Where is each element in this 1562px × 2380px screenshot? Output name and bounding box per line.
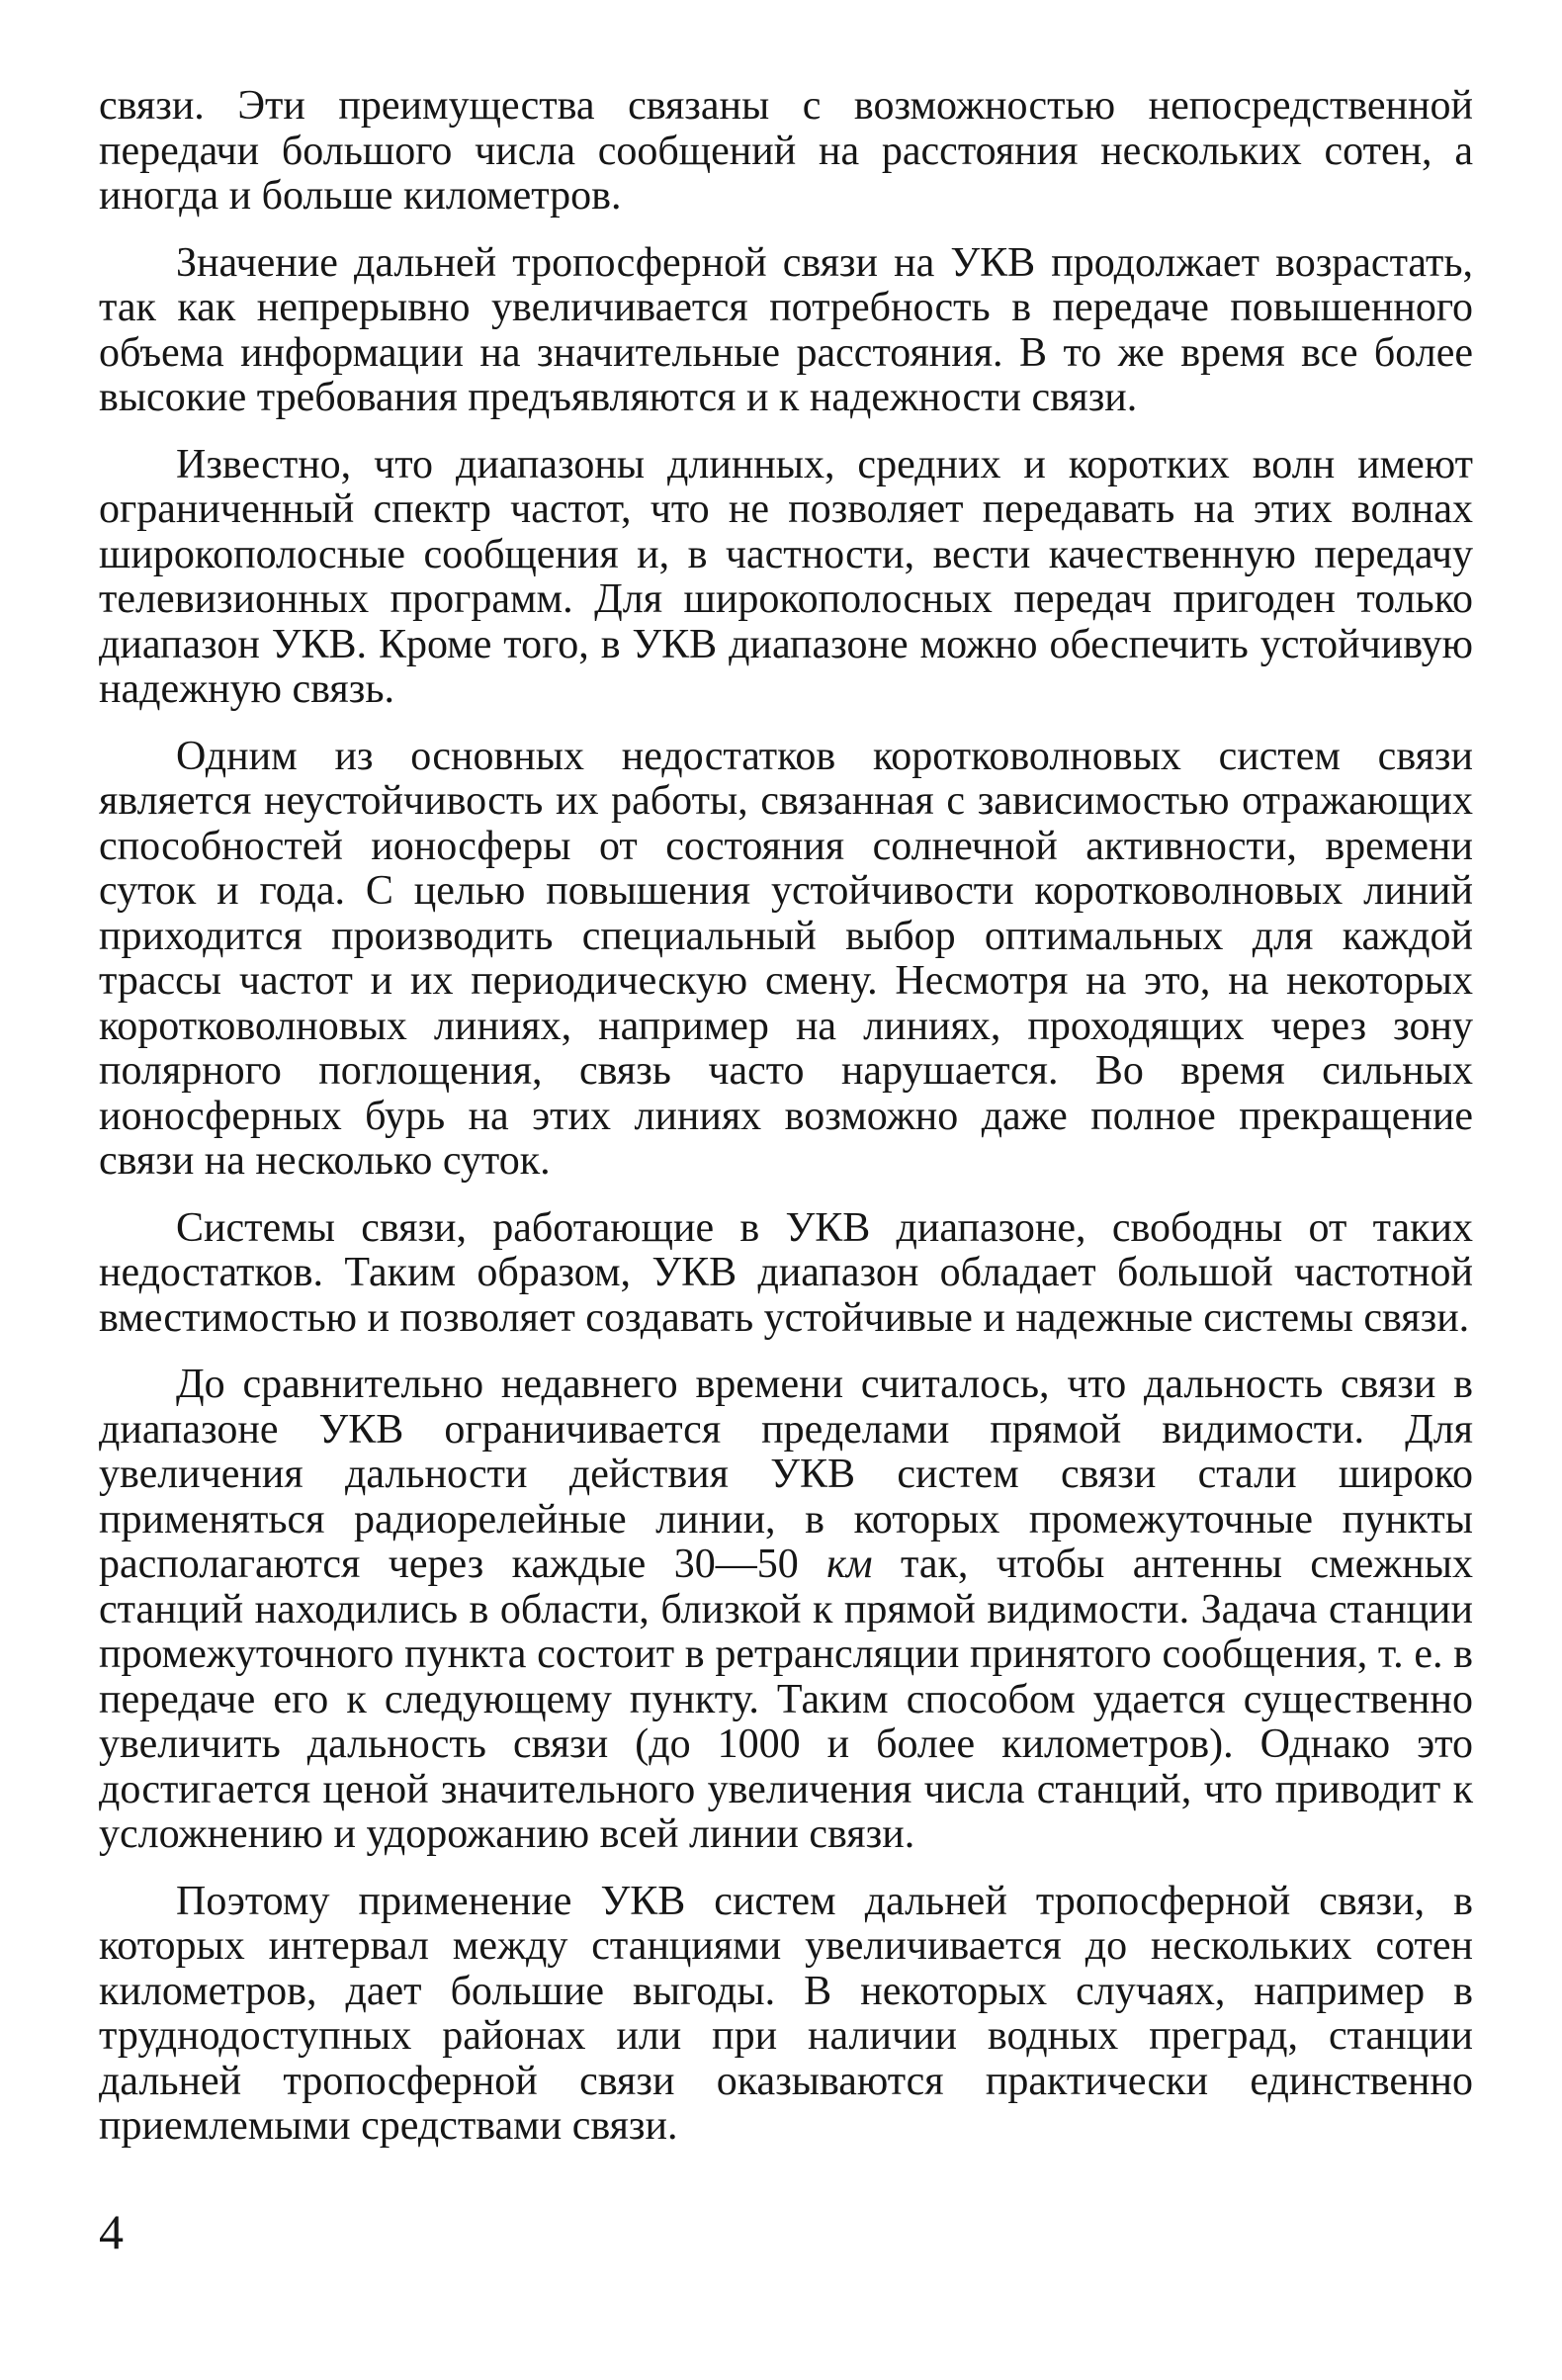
paragraph-1: связи. Эти преимущества связаны с возможностью непосредственной передачи большого числа сообщений на расстояния нескольких сотен, а иногда и больше километров.: [99, 83, 1473, 219]
page-body: [99, 84, 1473, 2150]
paragraph-6-text-after: так, чтобы антенны смежных станций находились в области, близкой к прямой видимости. Задача станции промежуточного пункта состоит в ретрансляции принятого сообщения, т. е. в передаче его к следующему пункту. Таким способом удается существенно увеличить дальность связи (до 1000 и более километров). Однако это достигается ценой значительного увеличения числа станций, что приводит к усложнению и удорожанию всей линии связи.: [99, 1542, 1473, 1857]
paragraph-7: Поэтому применение УКВ систем дальней тропосферной связи, в которых интервал между станциями увеличивается до нескольких сотен километров, дает большие выгоды. В некоторых случаях, например в труднодоступных районах или при наличии водных преград, станции дальней тропосферной связи оказываются практически единственно приемлемыми средствами связи.: [99, 1878, 1473, 2149]
paragraph-6: [99, 1363, 1473, 1858]
paragraph-6-text-before: До сравнительно недавнего времени считалось, что дальность связи в диапазоне УКВ ограничивается пределами прямой видимости. Для увеличения дальности действия УКВ систем связи стали широко применяться радиорелейные линии, в которых промежуточные пункты располагаются через каждые 30—50: [99, 1362, 1473, 1587]
paragraph-3: Известно, что диапазоны длинных, средних и коротких волн имеют ограниченный спектр частот, что не позволяет передавать на этих волнах широкополосные сообщения и, в частности, вести качественную передачу телевизионных программ. Для широкополосных передач пригоден только диапазон УКВ. Кроме того, в УКВ диапазоне можно обеспечить устойчивую надежную связь.: [99, 441, 1473, 712]
page-number: 4: [99, 2204, 124, 2259]
unit-km: км: [826, 1542, 873, 1587]
paragraph-4: Одним из основных недостатков коротковолновых систем связи является неустойчивость их работы, связанная с зависимостью отражающих способностей ионосферы от состояния солнечной активности, времени суток и года. С целью повышения устойчивости коротковолновых линий приходится производить специальный выбор оптимальных для каждой трассы частот и их периодическую смену. Несмотря на это, на некоторых коротковолновых линиях, например на линиях, проходящих через зону полярного поглощения, связь часто нарушается. Во время сильных ионосферных бурь на этих линиях возможно даже полное прекращение связи на несколько суток.: [99, 733, 1473, 1184]
paragraph-5: Системы связи, работающие в УКВ диапазоне, свободны от таких недостатков. Таким образом, УКВ диапазон обладает большой частотной вместимостью и позволяет создавать устойчивые и надежные системы связи.: [99, 1204, 1473, 1341]
paragraph-2: Значение дальней тропосферной связи на УКВ продолжает возрастать, так как непрерывно увеличивается потребность в передаче повышенного объема информации на значительные расстояния. В то же время все более высокие требования предъявляются и к надежности связи.: [99, 239, 1473, 420]
